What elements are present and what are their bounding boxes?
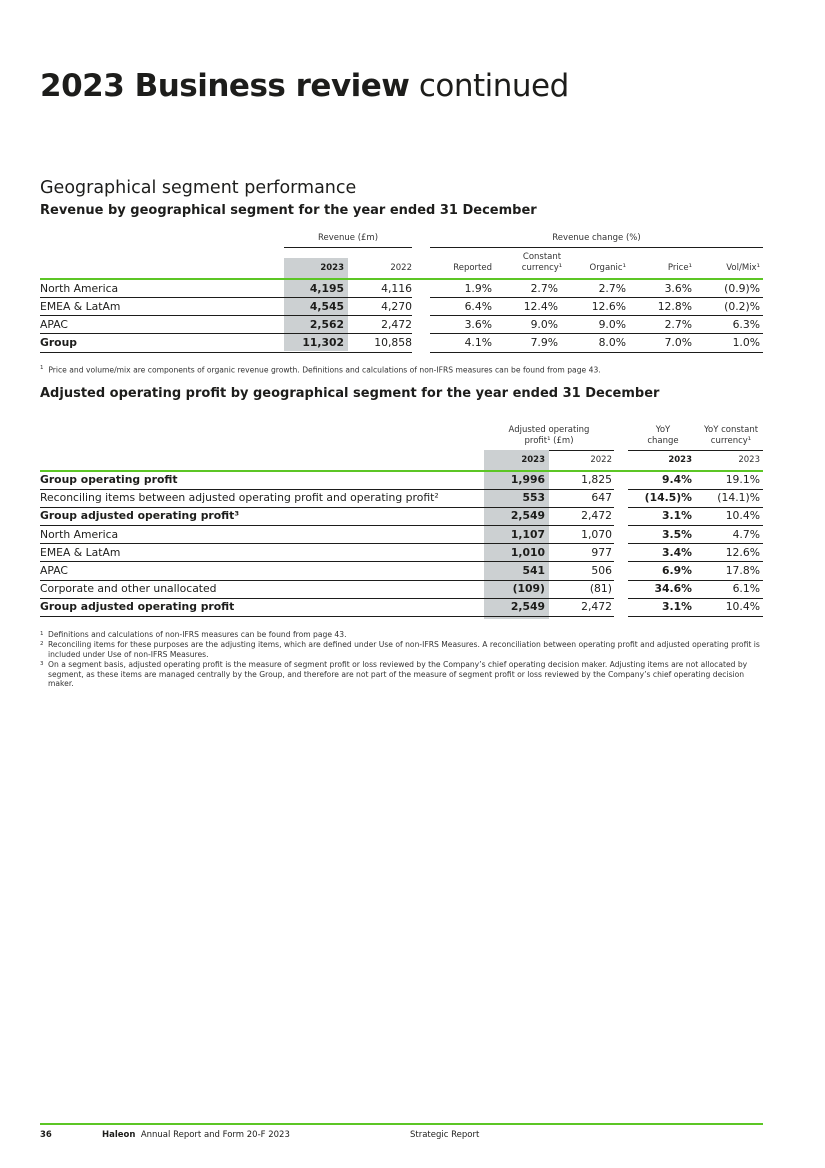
page-title-bold: 2023 Business review xyxy=(40,68,410,104)
cell-volmix: (0.2)% xyxy=(724,300,760,313)
cell-2022: 506 xyxy=(591,564,612,577)
cell-reported: 6.4% xyxy=(464,300,492,313)
row-label: Group adjusted operating profit xyxy=(40,600,235,614)
footer xyxy=(40,1129,52,1141)
table-row xyxy=(40,562,763,580)
cell-yoy-change: (14.5)% xyxy=(644,491,692,505)
table-bottom-rule xyxy=(40,616,614,617)
profit-col-header-2023: 2023 xyxy=(521,455,545,465)
table-row xyxy=(40,471,763,489)
cell-2022: 977 xyxy=(591,545,612,559)
footer-section: Strategic Report xyxy=(410,1130,480,1140)
cell-2022: 4,270 xyxy=(381,300,412,313)
cell-reported: 4.1% xyxy=(464,336,492,349)
table-row xyxy=(40,334,763,352)
cell-price: 12.8% xyxy=(657,300,692,313)
cell-yoy-constant-currency: 19.1% xyxy=(725,473,760,486)
row-label: Group operating profit xyxy=(40,473,178,486)
cell-2022: 2,472 xyxy=(581,509,612,523)
cell-2022: 2,472 xyxy=(381,318,412,331)
cell-2023: 2,549 xyxy=(510,509,545,523)
footnote xyxy=(40,630,760,640)
col-header-reported: Reported xyxy=(453,263,492,273)
table-row xyxy=(40,507,763,525)
row-label: North America xyxy=(40,282,119,295)
cell-organic: 2.7% xyxy=(598,282,626,295)
row-label: Group xyxy=(40,336,78,349)
row-label: North America xyxy=(40,527,119,541)
cell-price: 7.0% xyxy=(664,336,692,349)
revenue-change-group-header: Revenue change (%) xyxy=(552,233,641,243)
cell-organic: 9.0% xyxy=(598,318,626,331)
cell-2023: 1,996 xyxy=(510,473,545,486)
cell-2022: 1,070 xyxy=(581,527,612,541)
cell-constant-currency: 12.4% xyxy=(523,300,558,313)
revenue-table-title: Revenue by geographical segment for the year ended 31 December xyxy=(40,203,537,218)
table-bottom-rule xyxy=(40,352,412,353)
cell-2022: (81) xyxy=(589,582,612,596)
footnote-number: 3 xyxy=(40,661,44,667)
table-row xyxy=(40,489,763,507)
table-row xyxy=(40,544,763,562)
table-row xyxy=(40,316,763,334)
cell-price: 2.7% xyxy=(664,318,692,331)
col-header-organic: Organic¹ xyxy=(589,263,626,273)
cell-yoy-constant-currency: 4.7% xyxy=(732,527,760,541)
profit-col-header-2022: 2022 xyxy=(590,455,612,465)
cell-2023: 4,545 xyxy=(309,300,344,313)
cell-2022: 1,825 xyxy=(581,473,612,486)
report-name: Annual Report and Form 20-F 2023 xyxy=(140,1130,290,1140)
row-label: APAC xyxy=(40,318,68,331)
col-header-adjusted-operating-profit: Adjusted operating profit¹ (£m) xyxy=(508,425,590,446)
row-label: APAC xyxy=(40,564,68,577)
cell-volmix: 1.0% xyxy=(732,336,760,349)
cell-2023: 1,107 xyxy=(510,527,545,541)
cell-2023: 553 xyxy=(522,491,545,505)
page-title-continued: continued xyxy=(418,68,569,104)
row-label: Reconciling items between adjusted operating profit and operating profit² xyxy=(40,491,439,505)
row-label: EMEA & LatAm xyxy=(40,545,121,559)
cell-2022: 647 xyxy=(591,491,612,505)
cell-yoy-constant-currency: 10.4% xyxy=(725,509,760,523)
col-header-2023: 2023 xyxy=(320,263,344,273)
cell-2023: 11,302 xyxy=(302,336,344,349)
cell-reported: 3.6% xyxy=(464,318,492,331)
col-header-constant-currency: Constant currency¹ xyxy=(521,252,563,273)
profit-table-title: Adjusted operating profit by geographical segment for the year ended 31 December xyxy=(40,386,660,401)
cell-2022: 10,858 xyxy=(374,336,412,349)
cell-2023: (109) xyxy=(512,582,545,596)
table-row xyxy=(40,298,763,316)
col-header-price: Price¹ xyxy=(667,263,692,273)
cell-constant-currency: 9.0% xyxy=(530,318,558,331)
cell-yoy-constant-currency: 10.4% xyxy=(725,600,760,614)
cell-yoy-constant-currency: 17.8% xyxy=(725,564,760,577)
cell-yoy-change: 3.1% xyxy=(662,509,692,523)
col-header-yoy-change: YoY change xyxy=(647,425,679,446)
cell-yoy-change: 6.9% xyxy=(662,564,692,577)
divider xyxy=(628,450,763,451)
page-number: 36 xyxy=(40,1130,52,1140)
revenue-group-header: Revenue (£m) xyxy=(317,233,379,243)
cell-organic: 12.6% xyxy=(591,300,626,313)
row-label: Corporate and other unallocated xyxy=(40,582,217,596)
footnote-number: 2 xyxy=(40,641,44,647)
cell-yoy-constant-currency: (14.1)% xyxy=(717,491,760,505)
cell-constant-currency: 7.9% xyxy=(530,336,558,349)
cell-constant-currency: 2.7% xyxy=(530,282,558,295)
cell-yoy-change: 9.4% xyxy=(662,473,692,486)
cell-2022: 2,472 xyxy=(581,600,612,614)
cell-yoy-change: 3.4% xyxy=(662,545,692,559)
revenue-footnote: $^1$ Price and volume/mix are components of organic revenue growth. Definitions and calculations of non-IFRS measures can be found from page 43. xyxy=(40,365,601,375)
brand-name: Haleon xyxy=(102,1130,136,1140)
table-bottom-rule xyxy=(430,352,763,353)
cell-reported: 1.9% xyxy=(464,282,492,295)
cell-2023: 2,549 xyxy=(510,600,545,614)
cell-yoy-constant-currency: 12.6% xyxy=(725,545,760,559)
footnote xyxy=(40,660,760,689)
divider xyxy=(430,247,763,248)
page-title xyxy=(40,66,569,106)
cell-2023: 4,195 xyxy=(309,282,344,295)
cell-yoy-change: 34.6% xyxy=(654,582,692,596)
table-row xyxy=(40,526,763,544)
cell-2022: 4,116 xyxy=(381,282,412,295)
cell-2023: 2,562 xyxy=(309,318,344,331)
col-header-volmix: Vol/Mix¹ xyxy=(726,263,760,273)
footnote-text: On a segment basis, adjusted operating profit is the measure of segment profit or loss reviewed by the Company’s chief operating decision maker. Adjusting items are not allocated by segment, as these items are managed centrally by the Group, and therefore are not part of the measure of segment profit or loss reviewed by the Company’s chief operating decision maker. xyxy=(48,660,748,688)
footnote xyxy=(40,640,760,659)
row-label: EMEA & LatAm xyxy=(40,300,121,313)
profit-col-header-yoy: 2023 xyxy=(668,455,692,465)
table-row xyxy=(40,580,763,598)
cell-yoy-change: 3.5% xyxy=(662,527,692,541)
table-row xyxy=(40,598,763,616)
cell-yoy-constant-currency: 6.1% xyxy=(732,582,760,596)
cell-price: 3.6% xyxy=(664,282,692,295)
table-bottom-rule xyxy=(628,616,763,617)
footer-report xyxy=(102,1129,290,1141)
section-title: Geographical segment performance xyxy=(40,178,357,198)
footnote-text: Reconciling items for these purposes are the adjusting items, which are defined under Use of non-IFRS Measures. A reconciliation between operating profit and adjusted operating profit is included under Use of non-IFRS Measures. xyxy=(48,640,760,659)
cell-volmix: (0.9)% xyxy=(724,282,760,295)
footer-rule xyxy=(40,1123,763,1125)
cell-2023: 1,010 xyxy=(510,545,545,559)
cell-yoy-change: 3.1% xyxy=(662,600,692,614)
cell-2023: 541 xyxy=(522,564,545,577)
profit-col-header-yoycc: 2023 xyxy=(738,455,760,465)
divider xyxy=(284,247,412,248)
table-row xyxy=(40,280,763,298)
cell-volmix: 6.3% xyxy=(732,318,760,331)
col-header-yoy-constant-currency: YoY constant currency¹ xyxy=(703,425,759,446)
row-label: Group adjusted operating profit³ xyxy=(40,509,240,523)
footnote-text: Definitions and calculations of non-IFRS measures can be found from page 43. xyxy=(48,630,347,639)
col-header-2022: 2022 xyxy=(390,263,412,273)
footnote-number: 1 xyxy=(40,631,44,637)
cell-organic: 8.0% xyxy=(598,336,626,349)
